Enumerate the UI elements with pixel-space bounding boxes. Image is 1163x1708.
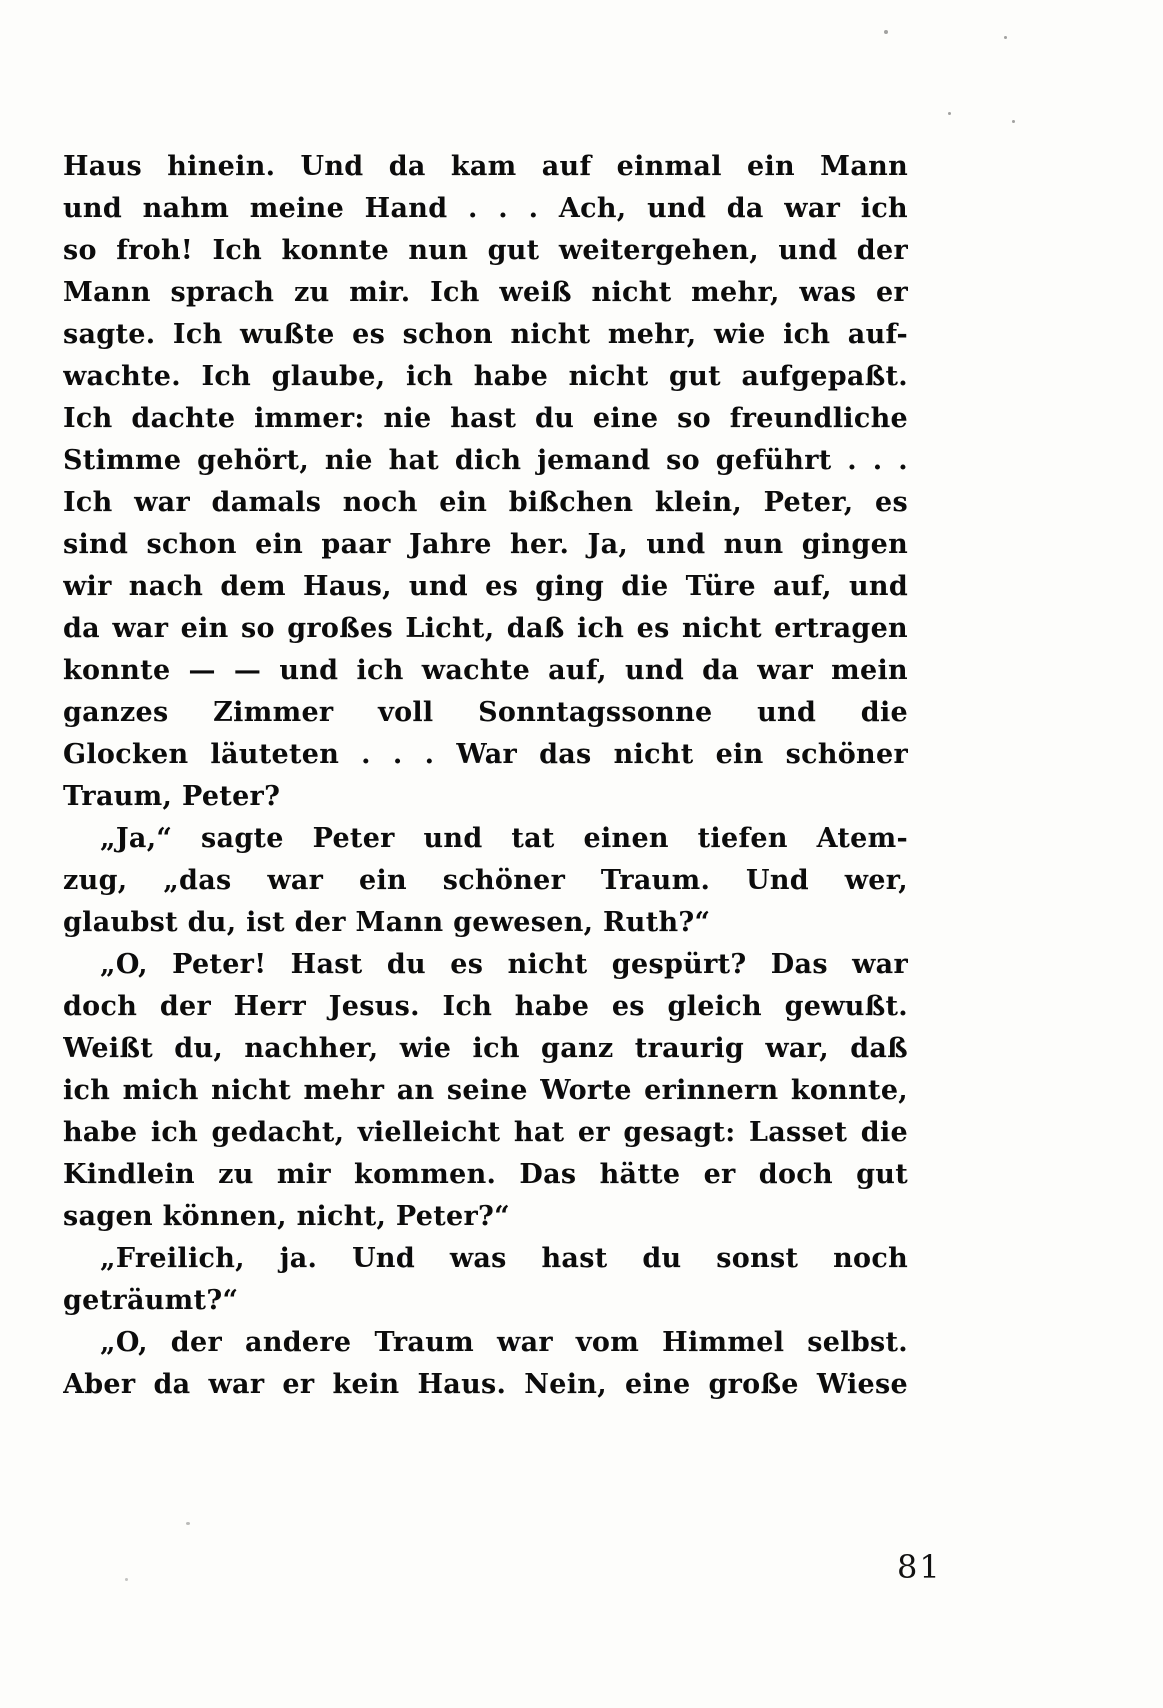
text-line: Aber da war er kein Haus. Nein, eine große Wiese bbox=[63, 1369, 908, 1400]
paragraph bbox=[63, 1238, 908, 1322]
text-line: Stimme gehört, nie hat dich jemand so geführt . . . bbox=[63, 445, 908, 476]
text-line: Traum, Peter? bbox=[63, 781, 281, 812]
text-line: „Ja,“ sagte Peter und tat einen tiefen Atem- bbox=[100, 823, 908, 854]
text-line: ganzes Zimmer voll Sonntagssonne und die bbox=[63, 697, 908, 728]
page-number: 81 bbox=[897, 1548, 942, 1586]
text-line: habe ich gedacht, vielleicht hat er gesagt: Lasset die bbox=[63, 1117, 908, 1148]
paragraph bbox=[63, 818, 908, 944]
text-line: Haus hinein. Und da kam auf einmal ein Mann bbox=[63, 151, 908, 182]
scan-speck bbox=[948, 112, 951, 115]
paragraph bbox=[63, 944, 908, 1238]
text-line: Mann sprach zu mir. Ich weiß nicht mehr, was er bbox=[63, 277, 908, 308]
paragraph bbox=[63, 146, 908, 818]
text-line: Ich war damals noch ein bißchen klein, Peter, es bbox=[63, 487, 908, 518]
scan-speck bbox=[884, 30, 888, 34]
text-line: glaubst du, ist der Mann gewesen, Ruth?“ bbox=[63, 907, 711, 938]
text-line: so froh! Ich konnte nun gut weitergehen, und der bbox=[63, 235, 908, 266]
text-line: Weißt du, nachher, wie ich ganz traurig war, daß bbox=[63, 1033, 908, 1064]
text-line: Glocken läuteten . . . War das nicht ein schöner bbox=[63, 739, 908, 770]
text-line: zug, „das war ein schöner Traum. Und wer, bbox=[63, 865, 908, 896]
scan-speck bbox=[125, 1578, 128, 1581]
text-line: „O, der andere Traum war vom Himmel selbst. bbox=[100, 1327, 908, 1358]
scan-speck bbox=[186, 1522, 190, 1525]
text-block bbox=[63, 146, 908, 1406]
text-line: Ich dachte immer: nie hast du eine so freundliche bbox=[63, 403, 908, 434]
text-line: und nahm meine Hand . . . Ach, und da war ich bbox=[63, 193, 908, 224]
text-line: sagen können, nicht, Peter?“ bbox=[63, 1201, 510, 1232]
text-line: sind schon ein paar Jahre her. Ja, und nun gingen bbox=[63, 529, 908, 560]
text-line: geträumt?“ bbox=[63, 1285, 239, 1316]
text-line: „Freilich, ja. Und was hast du sonst noch bbox=[100, 1243, 908, 1274]
text-line: ich mich nicht mehr an seine Worte erinnern konnte, bbox=[63, 1075, 908, 1106]
text-line: wir nach dem Haus, und es ging die Türe auf, und bbox=[63, 571, 908, 602]
text-line: da war ein so großes Licht, daß ich es nicht ertragen bbox=[63, 613, 908, 644]
text-line: sagte. Ich wußte es schon nicht mehr, wie ich auf- bbox=[63, 319, 908, 350]
text-line: wachte. Ich glaube, ich habe nicht gut aufgepaßt. bbox=[63, 361, 908, 392]
text-line: doch der Herr Jesus. Ich habe es gleich gewußt. bbox=[63, 991, 908, 1022]
text-line: Kindlein zu mir kommen. Das hätte er doch gut bbox=[63, 1159, 908, 1190]
paragraph bbox=[63, 1322, 908, 1406]
scan-speck bbox=[1004, 36, 1007, 39]
text-line: „O, Peter! Hast du es nicht gespürt? Das war bbox=[100, 949, 908, 980]
scan-speck bbox=[1012, 120, 1015, 123]
text-line: konnte — — und ich wachte auf, und da war mein bbox=[63, 655, 908, 686]
